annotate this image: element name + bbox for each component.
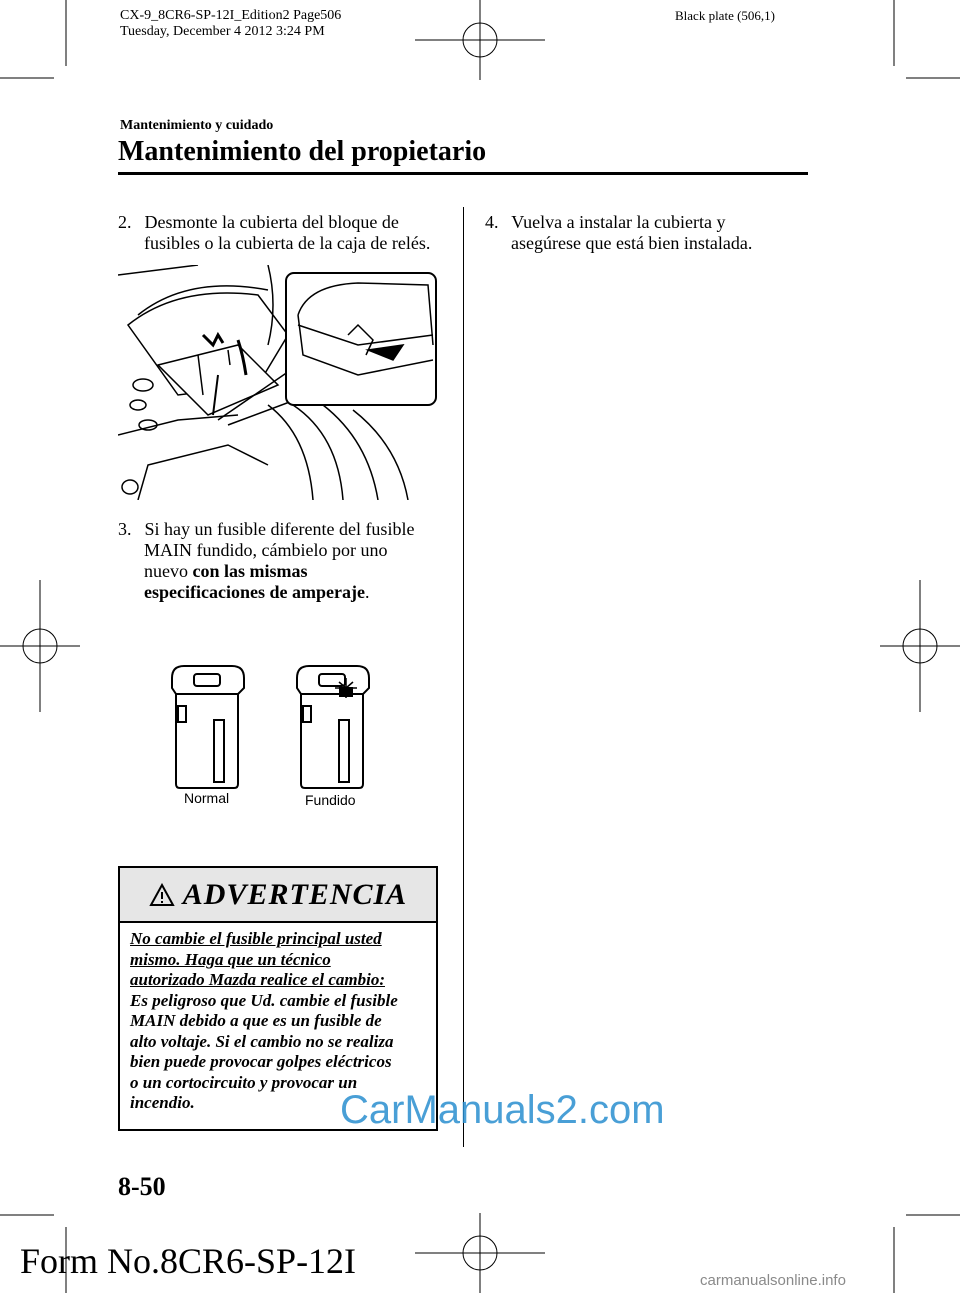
warning-line: Es peligroso que Ud. cambie el fusible (130, 990, 398, 1010)
file-info-line1: CX-9_8CR6-SP-12I_Edition2 Page506 (120, 8, 342, 23)
step-4 (485, 212, 815, 254)
warning-line: mismo. Haga que un técnico (130, 949, 331, 969)
warning-line: incendio. (130, 1093, 195, 1112)
registration-crosshair-icon (0, 580, 80, 712)
step-3-line3-bold: con las mismas (192, 561, 308, 581)
registration-crosshair-icon (880, 580, 960, 712)
step-2-line2: fusibles o la cubierta de la caja de relés. (144, 233, 431, 253)
form-number: Form No.8CR6-SP-12I (20, 1241, 357, 1281)
page-title: Mantenimiento del propietario (118, 136, 487, 167)
step-2-line1: Desmonte la cubierta del bloque de (144, 212, 399, 232)
warning-body (120, 923, 436, 1114)
section-label: Mantenimiento y cuidado (120, 118, 274, 133)
step-4-number: 4. (485, 212, 499, 232)
file-info-line2: Tuesday, December 4 2012 3:24 PM (120, 24, 325, 39)
plate-info: Black plate (506,1) (675, 8, 775, 23)
step-3-line4-end: . (364, 582, 370, 602)
step-4-line1: Vuelva a instalar la cubierta y (511, 212, 726, 232)
registration-crosshair-icon (415, 1213, 545, 1293)
warning-line: No cambie el fusible principal usted (130, 929, 382, 948)
warning-title: ADVERTENCIA (182, 877, 408, 911)
warning-header (120, 868, 436, 923)
step-4-line2: asegúrese que está bien instalada. (511, 233, 753, 253)
step-3-line4-bold: especificaciones de amperaje (144, 582, 365, 602)
fuse-box-illustration (118, 265, 440, 500)
step-2 (118, 212, 448, 254)
step-3-number: 3. (118, 519, 132, 539)
warning-line: bien puede provocar golpes eléctricos (130, 1052, 392, 1071)
fuse-blown-illustration (293, 660, 373, 790)
warning-triangle-icon (149, 883, 175, 907)
warning-line: o un cortocircuito y provocar un (130, 1072, 358, 1092)
fuse-normal-label: Normal (184, 790, 230, 806)
column-divider (463, 207, 464, 1147)
title-rule (118, 172, 808, 175)
fuse-normal-illustration (168, 660, 248, 790)
watermark: CarManuals2.com (340, 1088, 665, 1132)
warning-line: autorizado Mazda realice el cambio: (130, 970, 385, 989)
step-3-line2: MAIN fundido, cámbielo por uno (144, 540, 388, 560)
registration-crosshair-icon (415, 0, 545, 80)
step-3 (118, 519, 448, 603)
step-2-number: 2. (118, 212, 132, 232)
fuse-blown-label: Fundido (305, 792, 356, 808)
step-3-line3-text: nuevo (144, 561, 193, 581)
warning-line: alto voltaje. Si el cambio no se realiza (130, 1031, 394, 1051)
warning-line: MAIN debido a que es un fusible de (130, 1011, 382, 1030)
page-number: 8-50 (118, 1172, 166, 1201)
footer-url[interactable]: carmanualsonline.info (700, 1272, 846, 1289)
step-3-line1: Si hay un fusible diferente del fusible (144, 519, 415, 539)
file-info (120, 8, 341, 40)
